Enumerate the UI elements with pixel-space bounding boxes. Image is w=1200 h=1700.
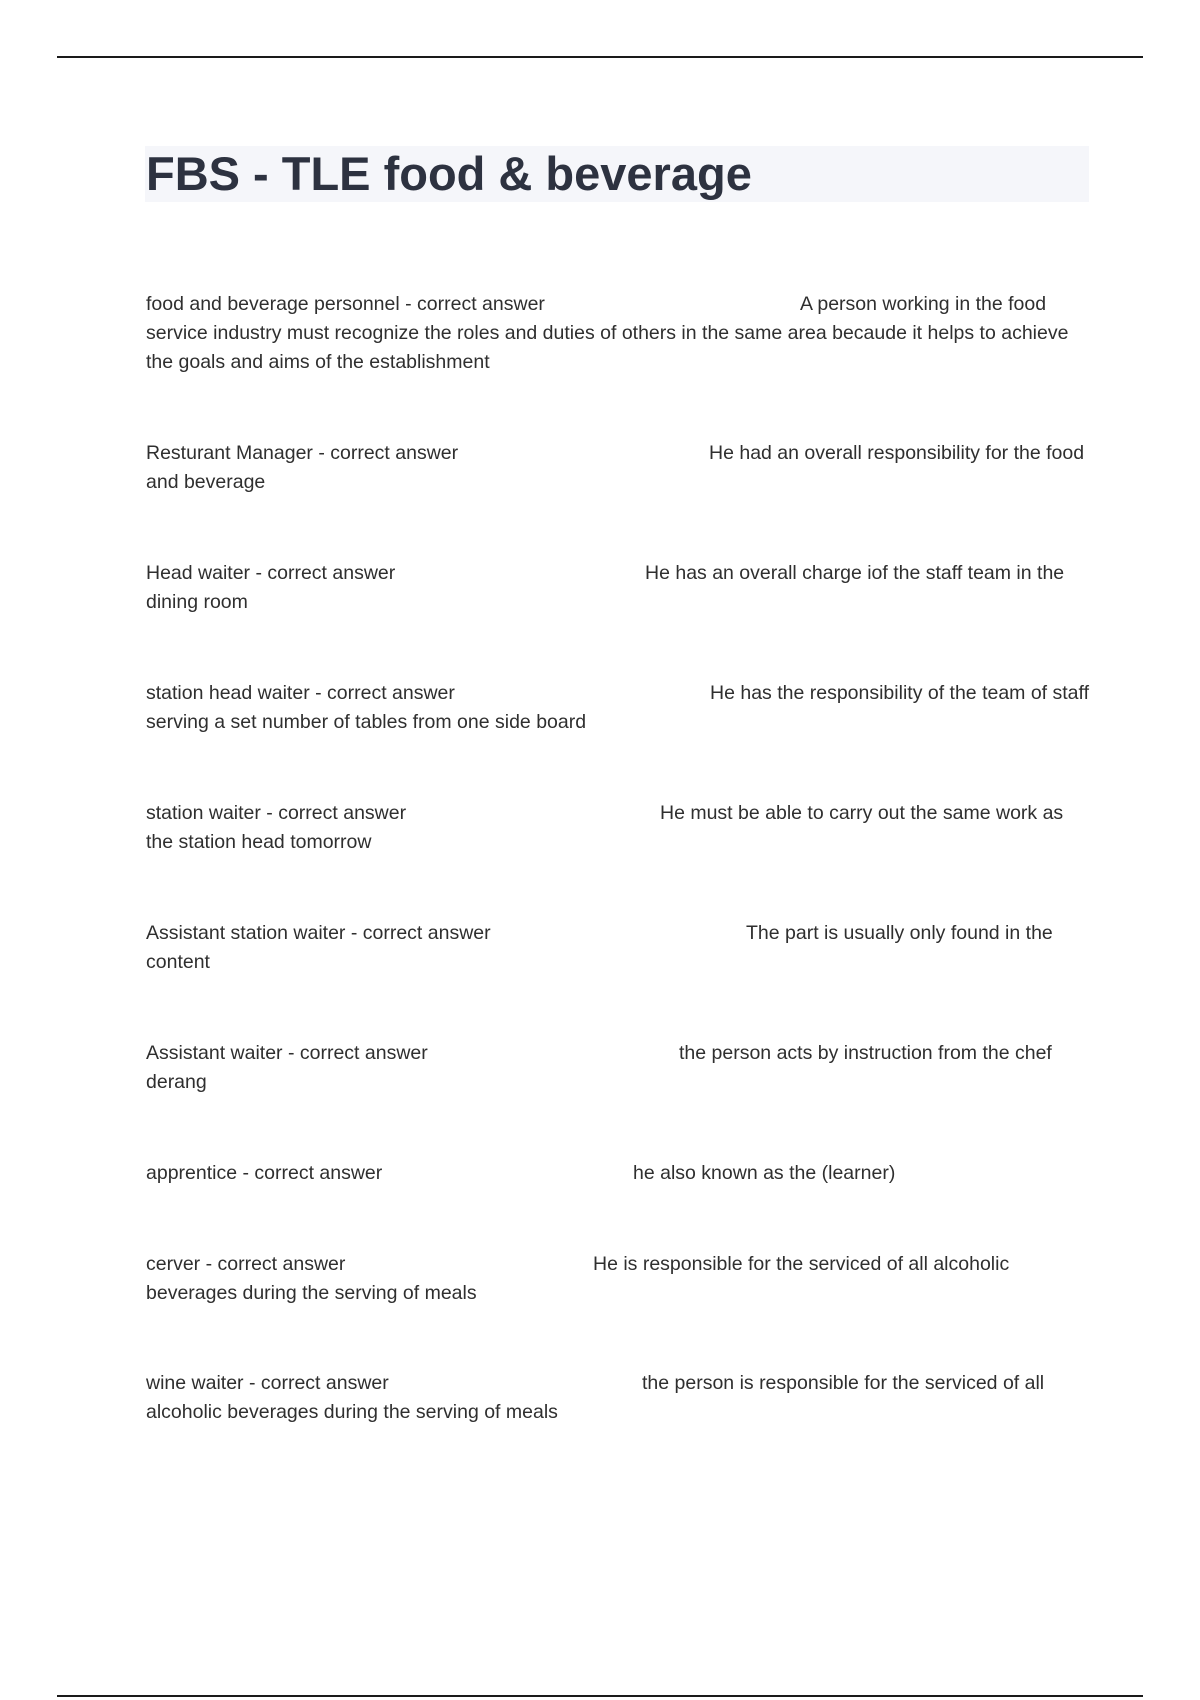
flashcard-entry (146, 679, 1091, 737)
entry-definition: the person acts by instruction from the chef derang (146, 1042, 1052, 1093)
flashcard-entry (146, 1039, 1091, 1097)
entry-definition: The part is usually only found in the content (146, 922, 1053, 973)
entry-definition: He has the responsibility of the team of staff serving a set number of tables from one side board (146, 682, 1090, 733)
top-rule (57, 56, 1143, 58)
entry-definition: He is responsible for the serviced of all alcoholic beverages during the serving of meals (146, 1253, 1010, 1304)
entry-definition: he also known as the (learner) (633, 1162, 896, 1184)
page-title: FBS - TLE food & beverage (146, 147, 752, 200)
entry-term: Assistant waiter - correct answer (146, 1042, 428, 1064)
entry-term: Assistant station waiter - correct answer (146, 922, 491, 944)
flashcard-entry (146, 919, 1091, 977)
entry-definition: He had an overall responsibility for the food and beverage (146, 442, 1085, 493)
bottom-rule (57, 1695, 1143, 1697)
flashcard-entry (146, 559, 1091, 617)
flashcard-entry (146, 799, 1091, 857)
entry-term: cerver - correct answer (146, 1253, 346, 1275)
entry-term: station head waiter - correct answer (146, 682, 455, 704)
entry-definition: the person is responsible for the serviced of all alcoholic beverages during the serving of meals (146, 1372, 1045, 1423)
entry-definition: A person working in the food service industry must recognize the roles and duties of others in the same area becaude it helps to achieve the goals and aims of the establishment (146, 293, 1069, 373)
entry-definition: He must be able to carry out the same work as the station head tomorrow (146, 802, 1064, 853)
flashcard-entry (146, 439, 1091, 497)
entry-term: Resturant Manager - correct answer (146, 442, 459, 464)
flashcard-entry (146, 1369, 1091, 1427)
entry-term: food and beverage personnel - correct answer (146, 293, 545, 315)
flashcard-entry (146, 290, 1091, 377)
flashcard-entry (146, 1159, 1091, 1188)
entry-term: apprentice - correct answer (146, 1162, 383, 1184)
entry-term: station waiter - correct answer (146, 802, 407, 824)
flashcard-entry (146, 1250, 1091, 1308)
entry-term: wine waiter - correct answer (146, 1372, 389, 1394)
entry-definition: He has an overall charge iof the staff team in the dining room (146, 562, 1065, 613)
entry-term: Head waiter - correct answer (146, 562, 396, 584)
